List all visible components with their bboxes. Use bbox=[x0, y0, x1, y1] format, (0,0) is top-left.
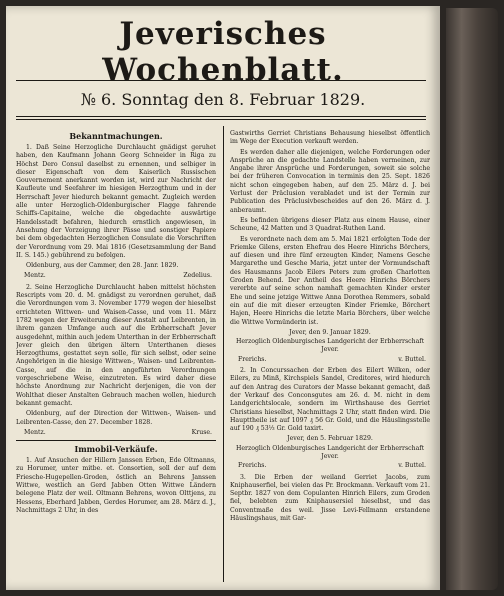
continuation-text: Gastwirths Gerriet Christians Behausung hieselbst öffentlich im Wege der Execution verkauft werden. bbox=[230, 130, 430, 146]
signature-row bbox=[24, 272, 212, 280]
paragraph: Es verordnete nach dem am 5. Mai 1821 erfolgten Tode der Friemke Gilens, ersten Ehefrau des Heere Hinrichs Börchers, auf diesen und ihre fünf erzeugten Kinder, Namens Gesche Margarethe und Gesche Maria, jetzt unter der Vormundschaft des Hausmanns Jacob Eilers Peters zum großen Charlotten Groden Behend. Der Antheil des Heere Hinrichs Börchers vererbte auf seine schon namhaft gemachten Kinder erster Ehe und seine jetzige Wittwe Anna Dorothea Remmers, sobald ein auf die mit dieser erzeugten Kinder Friemke, Börchert Hajen, Heere Hinrichs die letzte Maria Börchers, über welche die Wittwe Vormünderin ist. bbox=[230, 235, 430, 326]
section-heading-real-estate: Immobil-Verkäufe. bbox=[74, 444, 158, 455]
left-column bbox=[16, 130, 216, 580]
signature-place-date: Jever, den 5. Februar 1829. bbox=[287, 435, 373, 443]
signature-name: Frerichs. bbox=[238, 355, 267, 363]
issue-rule bbox=[16, 116, 426, 117]
masthead: Jeverisches Wochenblatt. bbox=[102, 16, 344, 88]
signature-row bbox=[238, 356, 426, 364]
signature-name: Kruse. bbox=[191, 428, 212, 436]
signature-place-date: Oldenburg, auf der Direction der Wittwen-, Waisen- und Leibrenten-Casse, den 27. December 1828. bbox=[16, 410, 216, 426]
signature-name: v. Buttel. bbox=[398, 462, 426, 470]
signature-name: Zedelius. bbox=[183, 272, 212, 280]
signature-court: Herzoglich Oldenburgisches Landgericht der Erbherrschaft Jever. bbox=[235, 444, 425, 460]
signature-place-date: Jever, den 9. Januar 1829. bbox=[289, 328, 371, 336]
concurs-notice: 2. In Concurssachen der Erben des Eilert Wilken, oder Eilers, zu Minß, Kirchspiels Sandel, Creditores, wird hiedurch auf den Antrag des Curators der Masse bekannt gemacht, daß der Verkauf des Conconsgutes am 26. d. M. nicht in dem Landgerichtslocale, sondern im Wirthshause des Gerriet Christians hieselbst, Nachmittags 2 Uhr, statt finden wird. Die Haupttheile ist auf 1097 ₰ 56 Gr. Gold, und die Häuslingsstelle auf 190 ₰ 53⅓ Gr. Gold taxirt. bbox=[230, 367, 430, 433]
paragraph: 3. Die Erben der weiland Gerriet Jacobs, zum Kniphauserfiel, bei vielen das Pr. Brockmann. Verkauft vom 21. Septbr. 1827 von dem Copulanten Hinrich Eilers, zum Groden fiel, belebten zum Kniphausersiel hieselbst, und das Conventmaße des weil. Jisse Levi-Fellmann erstandene Häuslingshaus, mit Gar- bbox=[230, 473, 430, 523]
masthead-rule-top bbox=[16, 80, 426, 81]
signature-place-date: Oldenburg, aus der Cammer, den 28. Janr. 1829. bbox=[26, 262, 179, 270]
paragraph: Es werden daher alle diejenigen, welche Forderungen oder Ansprüche an die gedachte Landstelle haben vermeinen, zur Angabe ihrer Ansprüche und Forderungen, soweit sie solche bei der früheren Convocation in terminis den 25. Sept. 1826 nicht schon eingegeben haben, auf den 25. März d. J. bei Verlust der Präclusion verabladet und ist der Termin zur Publication des Präclusivbescheides auf den 26. März d. J. anberaumt. bbox=[230, 148, 430, 214]
signature-name: Mentz. bbox=[24, 272, 46, 280]
book-spine-edge bbox=[446, 8, 498, 590]
column-divider bbox=[223, 126, 224, 582]
signature-row bbox=[238, 462, 426, 470]
issue-line: № 6. Sonntag den 8. Februar 1829. bbox=[80, 90, 366, 109]
signature-name: Mentz. bbox=[24, 428, 46, 436]
section-heading-announcements: Bekanntmachungen. bbox=[69, 131, 163, 141]
issue-rule-double bbox=[16, 119, 426, 120]
section-divider bbox=[16, 440, 216, 441]
real-estate-1: 1. Auf Ansuchen der Hillern Janssen Erben, Ede Oltmanns, zu Horumer, unter mitbe. et. Consortien, soll der auf dem Friesche-Hugepellen-Groden, östlich an Behrens Janssen Wittwe, westlich an Gerd Jabben Otten Wittwe Ländern belegene Platz der weil. Oltmann Behrens, wovon Olttjens, zu Hessens, Eberhard Jabben, Gerdes Horumer, am 28. März d. J., Nachmittags 2 Uhr, in des bbox=[16, 457, 216, 514]
paragraph: Es befinden übrigens dieser Platz aus einem Hause, einer Scheune, 42 Matten und 3 Quadrat-Ruthen Land. bbox=[230, 216, 430, 233]
signature-row bbox=[24, 429, 212, 437]
signature-name: v. Buttel. bbox=[398, 355, 426, 363]
newspaper-page bbox=[6, 6, 440, 590]
announcement-2: 2. Seine Herzogliche Durchlaucht haben mittelst höchsten Rescripts vom 20. d. M. gnädigst zu verordnen geruhet, daß die Verordnungen vom 3. November 1779 wegen der hieselbst errichteten Wittwen- und Waisen-Casse, und vom 11. März 1782 wegen der Erweiterung dieser Anstalt auf Leibrenten, in ihrem ganzen Umfange auch auf die Erbherrschaft Jever ausgedehnt, mithin auch jedem Unterthan in der Erbherrschaft Jever gleich den übrigen ältern Unterthanen dieses Herzogthums, gestattet seyn solle, für sich selbst, oder seine Angehörigen in die hiesige Wittwen-, Waisen- und Leibrenten-Casse, auf die in den angeführten Verordnungen vorgeschriebene Weise, einzutreten. Es wird daher diese höchste Anordnung zur Nachricht derjenigen, die von der Wohlthat dieser Anstalten Gebrauch machen wollen, hiedurch bekannt gemacht. bbox=[16, 283, 216, 407]
right-column bbox=[230, 130, 430, 580]
announcement-1: 1. Daß Seine Herzogliche Durchlaucht gnädigst geruhet haben, den Kaufmann Johann Georg Schneider in Riga zu Höchst Dero Consul daselbst zu ernennen, und selbiger in dieser Eigenschaft von dem Kaiserlich Russischen Gouvernement anerkannt worden ist, wird zur Nachricht der Kaufleute und Seefahrer im hiesigen Herzogthum und in der Herrschaft Jever hiedurch bekannt gemacht. Zugleich werden alle unter Herzoglich-Oldenburgischer Flagge fahrende Schiffs-Capitaine, welche die obgedachte auswärtige Handelsstadt befahren, hiedurch ernstlich angewiesen, in Ansehung der Vorzeigung ihrer Pässe und sonstiger Papiere bei dem obgedachten Herzoglichen Consulate die Vorschriften der Verordnung vom 29. Mai 1816 (Gesetzsammlung der Band II. S. 145.) gebührend zu befolgen. bbox=[16, 144, 216, 259]
signature-court: Herzoglich Oldenburgisches Landgericht der Erbherrschaft Jever. bbox=[235, 338, 425, 354]
signature-name: Frerichs. bbox=[238, 462, 267, 470]
